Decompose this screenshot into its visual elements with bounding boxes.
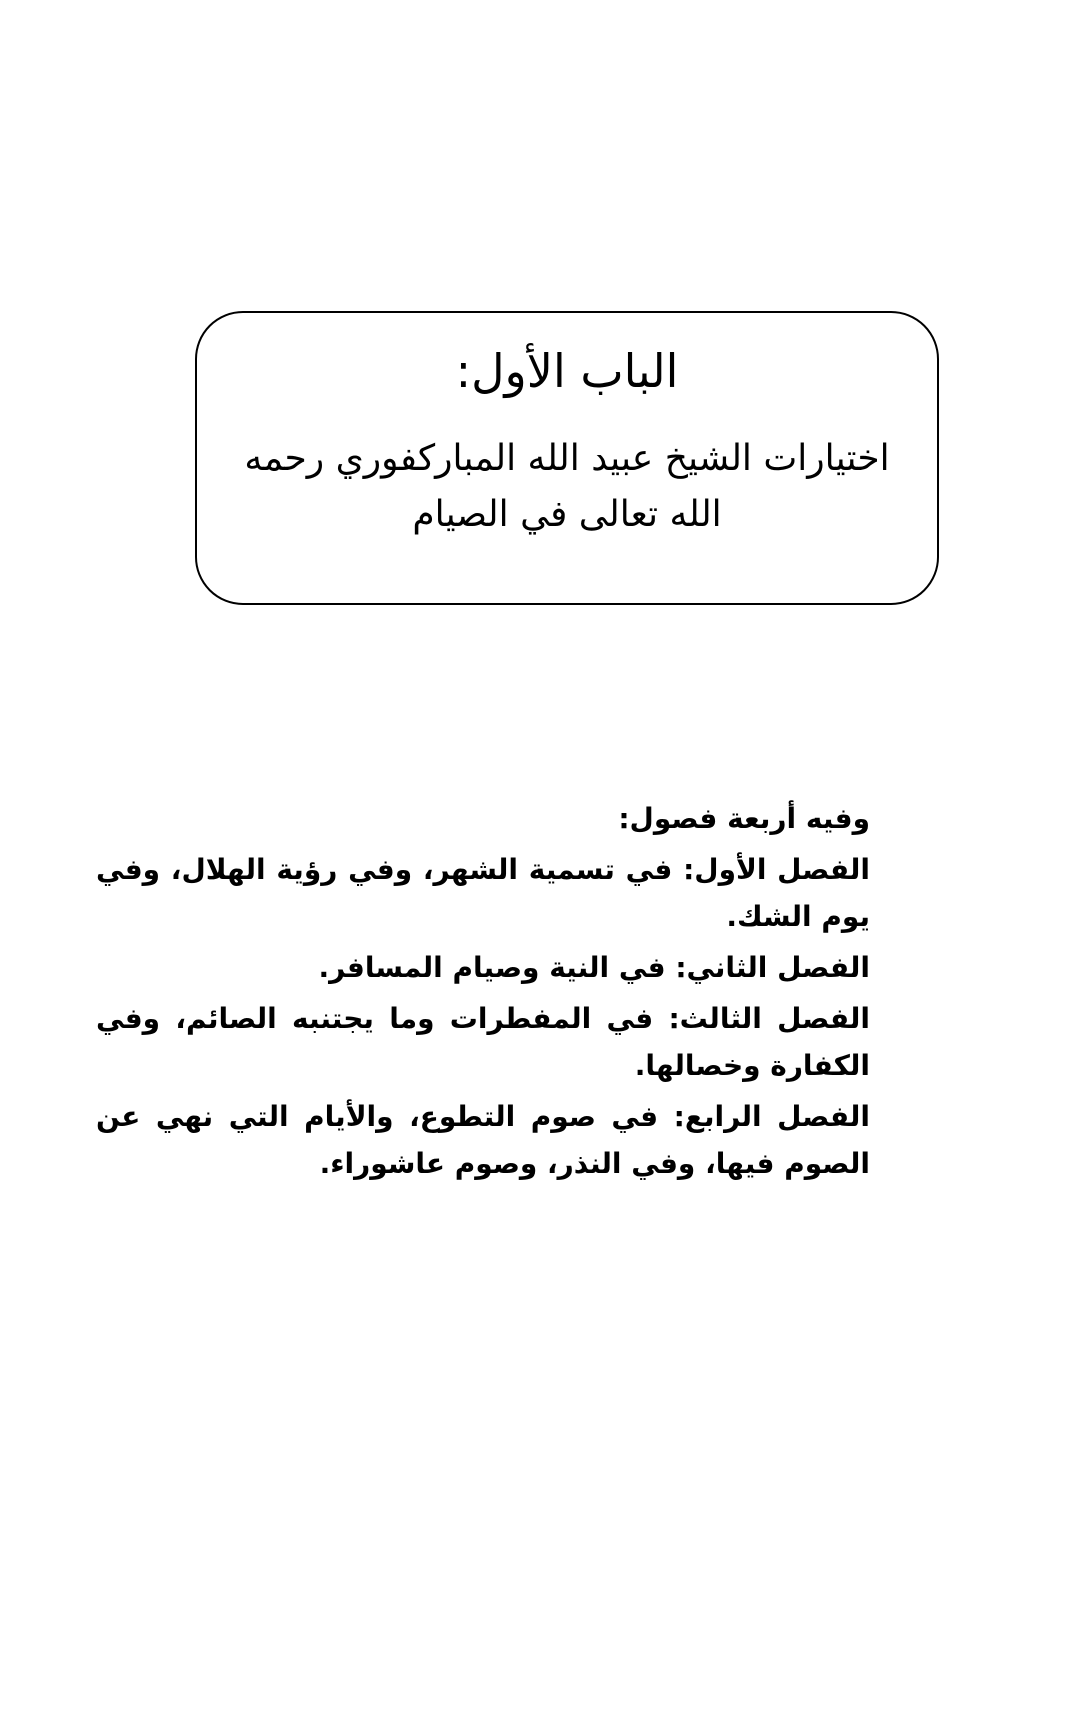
section-label: الفصل الثالث: — [668, 1002, 871, 1035]
chapter-subtitle: اختيارات الشيخ عبيد الله المباركفوري رحمه الله تعالى في الصيام — [244, 438, 890, 535]
section-text: في النية وصيام المسافر. — [318, 951, 676, 984]
section-label: الفصل الأول: — [683, 853, 871, 886]
chapter-label: الباب الأول: — [455, 344, 679, 398]
section-text: في تسمية الشهر، وفي رؤية الهلال، وفي يوم الشك. — [96, 853, 870, 933]
section-label: الفصل الثاني: — [675, 951, 870, 984]
section-item — [96, 995, 870, 1089]
section-text: في صوم التطوع، والأيام التي نهي عن الصوم فيها، وفي النذر، وصوم عاشوراء. — [96, 1100, 870, 1180]
section-item — [96, 846, 870, 940]
section-item — [96, 944, 870, 991]
section-item — [96, 1093, 870, 1187]
sections-intro: وفيه أربعة فصول: — [618, 802, 870, 835]
section-label: الفصل الرابع: — [673, 1100, 870, 1133]
chapter-title-box — [195, 311, 939, 605]
section-text: في المفطرات وما يجتنبه الصائم، وفي الكفارة وخصالها. — [96, 1002, 870, 1082]
sections-list — [96, 795, 870, 1191]
